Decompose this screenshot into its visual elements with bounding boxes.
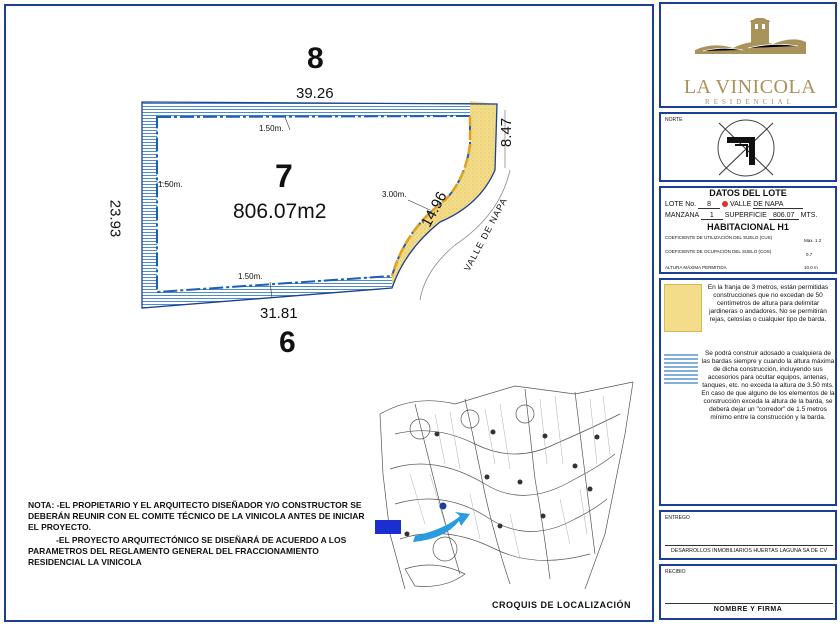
logo-panel xyxy=(659,2,837,108)
superficie-label: SUPERFICIE xyxy=(724,212,767,219)
note-project-bold: FRACCIONAMIENTO RESIDENCIAL LA VINICOLA xyxy=(28,546,319,567)
cus-value: Max. 1.2 xyxy=(804,238,822,243)
note-committee: NOTA: -EL PROPIETARIO Y EL ARQUITECTO DISEÑADOR Y/O CONSTRUCTOR SE DEBERÁN REUNIR CON EL COMITE TÉCNICO DE LA VINICOLA ANTES DE INICIAR EL PROYECTO. xyxy=(28,500,365,532)
logo-name: LA VINICOLA xyxy=(683,76,817,98)
north-label: NORTE xyxy=(665,117,683,123)
yellow-legend-text: En la franja de 3 metros, están permitidas construcciones que no excedan de 50 centímetros de altura para delimitar jardineras o andadores. No se permitirán rejas, celosías o cualquier tipo de barda. xyxy=(707,284,829,323)
setback-top-label: 1.50m. xyxy=(259,124,284,133)
signature-label: NOMBRE Y FIRMA xyxy=(713,606,783,613)
entrego-panel xyxy=(659,510,837,560)
logo-sub: RESIDENCIAL xyxy=(705,98,795,106)
lot-area: 806.07m2 xyxy=(233,200,327,223)
lot-data-panel xyxy=(659,186,837,274)
lot-number: 7 xyxy=(275,158,293,194)
superficie-value: 806.07 xyxy=(769,212,799,220)
lote-value: 8 xyxy=(698,201,720,209)
setback-bottom-label: 1.50m. xyxy=(238,272,263,281)
altura-value: 10.0 m xyxy=(804,265,818,270)
dim-top: 39.26 xyxy=(296,85,334,102)
note-project-text: -EL PROYECTO ARQUITECTÓNICO SE DISEÑARÁ DE ACUERDO A LOS PARAMETROS DEL REGLAMENTO GENERAL DEL xyxy=(28,535,347,556)
yellow-swatch xyxy=(664,284,702,332)
north-lot-number: 8 xyxy=(307,42,324,75)
logo-mark xyxy=(693,18,808,58)
blue-hatch-swatch xyxy=(664,352,698,386)
superficie-unit: MTS. xyxy=(800,212,818,219)
cus-label: COEFICIENTE DE UTILIZACIÓN DEL SUELO (CUS) xyxy=(665,235,773,240)
legend-panel xyxy=(659,278,837,506)
setback-front-label: 3.00m. xyxy=(382,190,407,199)
recibio-panel xyxy=(659,564,837,620)
recibio-label: RECIBIO xyxy=(665,569,686,575)
south-lot-number: 6 xyxy=(279,326,296,359)
manzana-value: 1 xyxy=(701,212,723,220)
dim-bottom: 31.81 xyxy=(260,305,298,322)
lote-marker-icon xyxy=(722,201,728,207)
valle-value: DE NAPA xyxy=(753,201,803,209)
entrego-label: ENTREGO xyxy=(665,515,690,521)
dim-right: 8.47 xyxy=(498,117,516,148)
location-marker xyxy=(440,503,447,510)
map-caption: CROQUIS DE LOCALIZACIÓN xyxy=(492,600,631,610)
north-arrow-icon xyxy=(713,117,779,179)
valle-label: VALLE xyxy=(729,201,752,208)
north-panel xyxy=(659,112,837,182)
lot-highlight xyxy=(375,520,401,534)
altura-label: ALTURA MÁXIMA PERMITIDA xyxy=(665,265,727,270)
cos-value: 0.7 xyxy=(806,252,813,257)
lote-row xyxy=(665,201,803,209)
note-project xyxy=(28,535,368,568)
dim-left: 23.93 xyxy=(106,199,124,238)
zoning: HABITACIONAL H1 xyxy=(707,222,789,232)
cos-label: COEFICIENTE DE OCUPACIÓN DEL SUELO (COS) xyxy=(665,249,772,254)
lote-label: LOTE No. xyxy=(665,201,697,208)
setback-left-label: 1.50m. xyxy=(158,180,183,189)
manzana-row xyxy=(665,212,817,220)
entrego-company: DESARROLLOS INMOBILIARIOS HUERTAS LAGUNA SA DE CV xyxy=(670,548,828,554)
manzana-label: MANZANA xyxy=(665,212,699,219)
lot-data-title: DATOS DEL LOTE xyxy=(709,188,787,198)
street-name: VALLE DE NAPA xyxy=(462,195,510,273)
blue-legend-text: Se podrá construir adosado a cualquiera de las bardas siempre y cuando la altura máxima de dicha construcción, incluyendo sus accesorios para ocultar equipos, antenas, tanques, etc. no exceda la altura de 3.50 mts. En caso de que alguno de los elementos de la construcción exceda la altura de la barda, se deberá dejar un "corredor" de 1.5 metros mínimo entre la construcción y la barda. xyxy=(701,350,835,421)
dim-curve: 14.96 xyxy=(418,188,451,230)
location-map xyxy=(375,374,640,596)
